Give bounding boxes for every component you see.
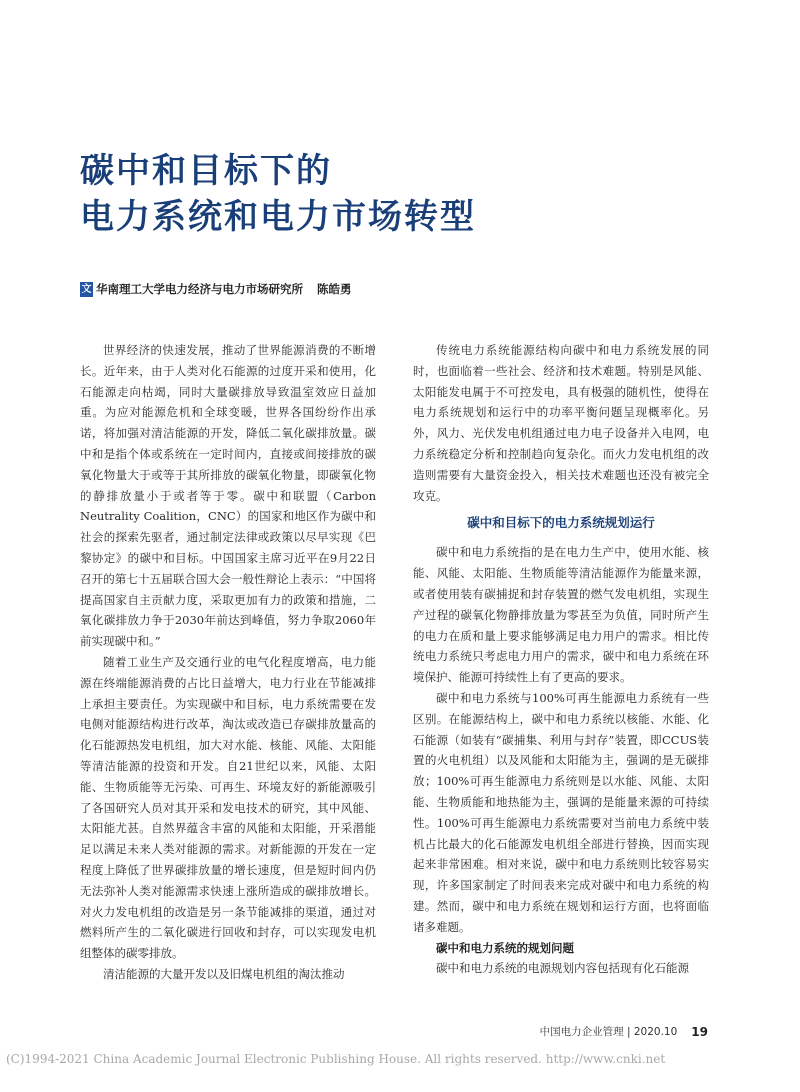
right-column	[413, 340, 709, 979]
copyright-notice: (C)1994-2021 China Academic Journal Electronic Publishing House. All rights reserved. http://www.cnki.net	[6, 1052, 666, 1066]
title-line-1: 碳中和目标下的	[80, 151, 332, 191]
section-heading: 碳中和目标下的电力系统规划运行	[467, 515, 655, 531]
article-title	[80, 148, 476, 240]
paragraph: 世界经济的快速发展，推动了世界能源消费的不断增长。近年来，由于人类对化石能源的过度开采和使用，化石能源走向枯竭，同时大量碳排放导致温室效应日益加重。为应对能源危机和全球变暖，世界各国纷纷作出承诺，将加强对清洁能源的开发，降低二氧化碳排放量。碳中和是指个体或系统在一定时间内，直接或间接排放的碳氧化物量大于或等于其所排放的碳氧化物量，即碳氧化物的静排放量小于或者等于零。碳中和联盟（Carbon Neutrality Coalition，CNC）的国家和地区作为碳中和社会的探索先驱者，通过制定法律或政策以尽早实现《巴黎协定》的碳中和目标。中国国家主席习近平在9月22日召开的第七十五届联合国大会一般性辩论上表示：“中国将提高国家自主贡献力度，采取更加有力的政策和措施，二氧化碳排放力争于2030年前达到峰值，努力争取2060年前实现碳中和。”	[80, 343, 376, 649]
paragraph: 随着工业生产及交通行业的电气化程度增高，电力能源在终端能源消费的占比日益增大，电力行业在节能减排上承担主要责任。为实现碳中和目标，电力系统需要在发电侧对能源结构进行改革，淘汰或改造已存碳排放量高的化石能源热发电机组，加大对水能、核能、风能、太阳能等清洁能源的投资和开发。自21世纪以来，风能、太阳能、生物质能等无污染、可再生、环境友好的新能源吸引了各国研究人员对其开采和发电技术的研究，其中风能、太阳能尤甚。自然界蕴含丰富的风能和太阳能，开采潜能足以满足未来人类对能源的需求。对新能源的开发在一定程度上降低了世界碳排放量的增长速度，但是短时间内仍无法弥补人类对能源需求快速上涨所造成的碳排放增长。对火力发电机组的改造是另一条节能减排的渠道，通过对燃料所产生的二氧化碳进行回收和封存，可以实现发电机组整体的碳零排放。	[80, 654, 376, 961]
title-line-2: 电力系统和电力市场转型	[80, 197, 476, 237]
journal-name: 中国电力企业管理 | 2020.10	[539, 1026, 678, 1038]
byline	[80, 281, 352, 297]
paragraph: 碳中和电力系统指的是在电力生产中，使用水能、核能、风能、太阳能、生物质能等清洁能源作为能量来源，或者使用装有碳捕捉和封存装置的燃气发电机组，实现生产过程的碳氧化物静排放量为零甚至为负值，同时所产生的电力在质和量上要求能够满足电力用户的需求。相比传统电力系统只考虑电力用户的需求，碳中和电力系统在环境保护、能源可持续性上有了更高的要求。	[413, 545, 709, 685]
left-column	[80, 340, 376, 985]
paragraph: 碳中和电力系统的电源规划内容包括现有化石能源	[436, 961, 689, 976]
author: 陈皓勇	[317, 282, 352, 296]
paragraph: 清洁能源的大量开发以及旧煤电机组的淘汰推动	[103, 966, 345, 981]
page-footer	[540, 1024, 708, 1039]
subheading: 碳中和电力系统的规划问题	[436, 940, 574, 955]
page-number: 19	[691, 1024, 708, 1039]
byline-badge: 文	[81, 283, 92, 295]
affiliation: 华南理工大学电力经济与电力市场研究所	[96, 282, 303, 296]
paragraph: 碳中和电力系统与100%可再生能源电力系统有一些区别。在能源结构上，碳中和电力系统以核能、水能、化石能源（如装有“碳捕集、利用与封存”装置，即CCUS装置的火电机组）以及风能和太阳能为主，强调的是无碳排放；100%可再生能源电力系统则是以水能、风能、太阳能、生物质能和地热能为主，强调的是能量来源的可持续性。100%可再生能源电力系统需要对当前电力系统中装机占比最大的化石能源发电机组全部进行替换，因而实现起来非常困难。相对来说，碳中和电力系统则比较容易实现，许多国家制定了时间表来完成对碳中和电力系统的构建。然而，碳中和电力系统在规划和运行方面，也将面临诸多难题。	[413, 690, 709, 934]
paragraph: 传统电力系统能源结构向碳中和电力系统发展的同时，也面临着一些社会、经济和技术难题。特别是风能、太阳能发电属于不可控发电，具有极强的随机性，使得在电力系统规划和运行中的功率平衡问题呈现概率化。另外，风力、光伏发电机组通过电力电子设备并入电网，电力系统稳定分析和控制趋向复杂化。而火力发电机组的改造则需要有大量资金投入，相关技术难题也还没有被完全攻克。	[413, 343, 709, 503]
